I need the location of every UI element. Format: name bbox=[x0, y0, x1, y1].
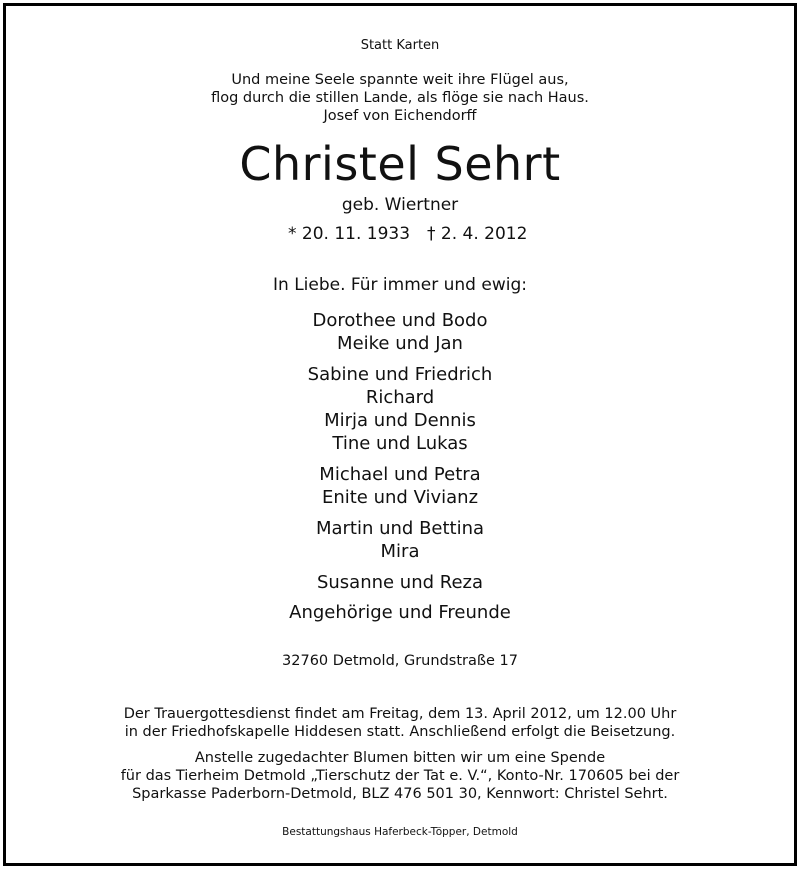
header-text: Statt Karten bbox=[360, 38, 440, 53]
birth-name: geb. Wiertner bbox=[341, 195, 459, 215]
life-dates bbox=[6, 223, 794, 247]
deceased-name: Christel Sehrt bbox=[239, 137, 561, 191]
service-info: Der Trauergottesdienst findet am Freitag, dem 13. April 2012, um 12.00 Uhr bbox=[123, 706, 677, 722]
donation-info: für das Tierheim Detmold „Tierschutz der Tat e. V.“, Konto-Nr. 170605 bei der bbox=[120, 768, 680, 784]
funeral-home: Bestattungshaus Haferbeck-Töpper, Detmold bbox=[282, 826, 518, 838]
obituary-notice bbox=[3, 3, 797, 866]
death-date: † 2. 4. 2012 bbox=[427, 224, 528, 244]
mourner: Michael und Petra bbox=[319, 464, 481, 485]
mourner: Angehörige und Freunde bbox=[289, 602, 511, 623]
birth-date: * 20. 11. 1933 bbox=[288, 224, 411, 244]
motto: In Liebe. Für immer und ewig: bbox=[273, 275, 527, 295]
mourner: Susanne und Reza bbox=[316, 572, 484, 593]
donation-info: Anstelle zugedachter Blumen bitten wir um eine Spende bbox=[194, 750, 606, 766]
address: 32760 Detmold, Grundstraße 17 bbox=[282, 653, 518, 669]
poem-line: flog durch die stillen Lande, als flöge sie nach Haus. bbox=[211, 90, 589, 106]
mourner: Mirja und Dennis bbox=[324, 410, 476, 431]
mourner: Tine und Lukas bbox=[332, 433, 468, 454]
mourner: Meike und Jan bbox=[337, 333, 463, 354]
poem-line: Und meine Seele spannte weit ihre Flügel aus, bbox=[231, 72, 569, 88]
mourner: Mira bbox=[380, 541, 420, 562]
service-info: in der Friedhofskapelle Hiddesen statt. Anschließend erfolgt die Beisetzung. bbox=[124, 724, 676, 740]
mourner: Sabine und Friedrich bbox=[307, 364, 493, 385]
donation-info: Sparkasse Paderborn-Detmold, BLZ 476 501 30, Kennwort: Christel Sehrt. bbox=[132, 786, 668, 802]
mourner: Martin und Bettina bbox=[315, 518, 485, 539]
mourner: Enite und Vivianz bbox=[321, 487, 479, 508]
mourner: Dorothee und Bodo bbox=[312, 310, 488, 331]
poem-author: Josef von Eichendorff bbox=[323, 108, 477, 124]
mourner: Richard bbox=[365, 387, 435, 408]
